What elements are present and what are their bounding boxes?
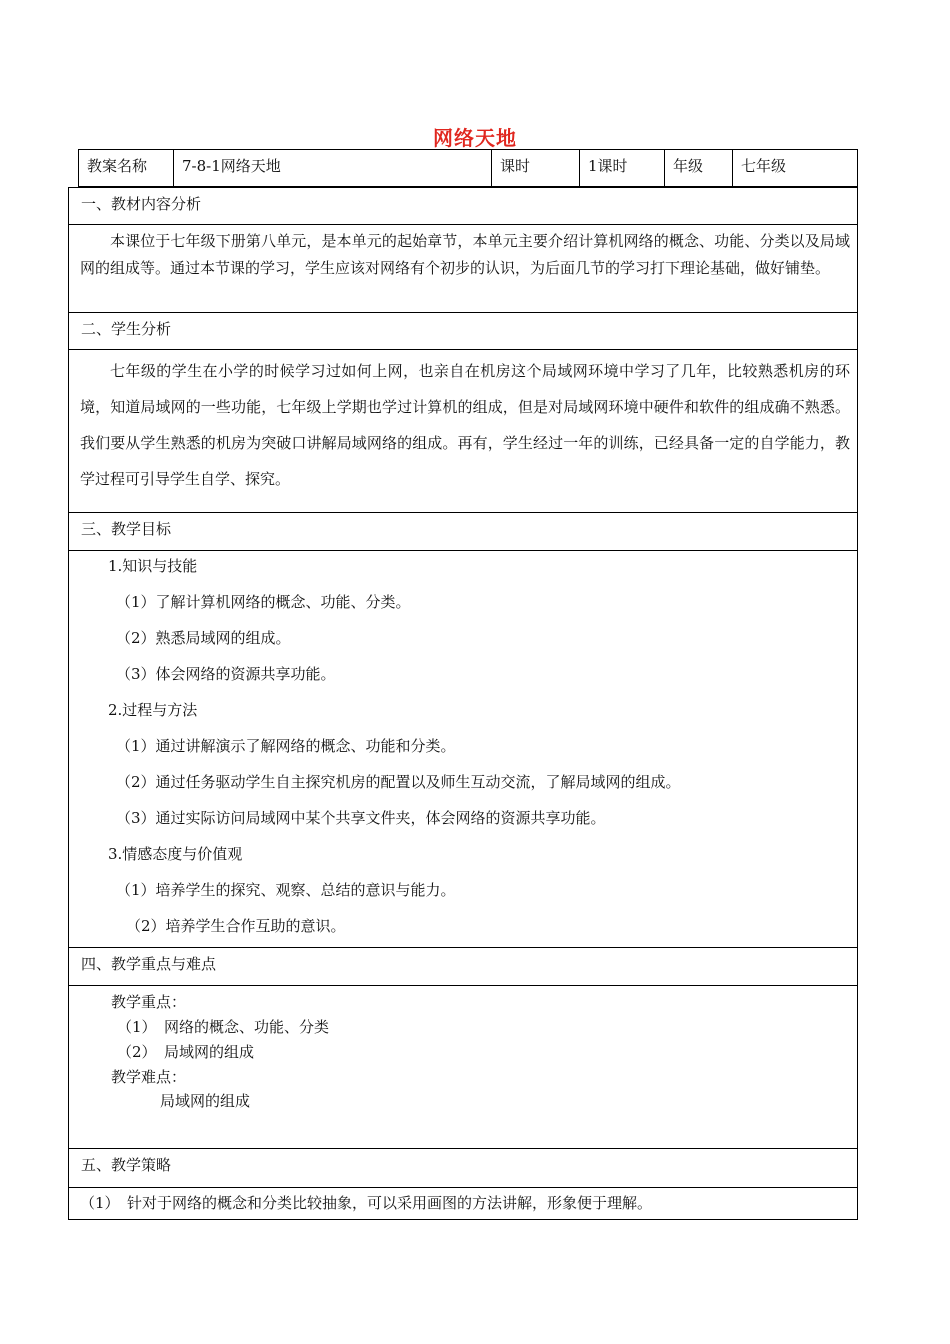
goal-item: （1）培养学生的探究、观察、总结的意识与能力。 xyxy=(116,881,456,899)
lesson-info-table xyxy=(78,149,858,187)
section-1-text: 本课位于七年级下册第八单元，是本单元的起始章节，本单元主要介绍计算机网络的概念、功能、分类以及局域网的组成等。通过本节课的学习，学生应该对网络有个初步的认识，为后面几节的学习打下理论基础，做好铺垫。 xyxy=(80,232,850,277)
difficulty-item: 局域网的组成 xyxy=(160,1092,251,1110)
goal-item: （1）了解计算机网络的概念、功能、分类。 xyxy=(116,593,411,611)
section-3-heading: 三、教学目标 xyxy=(68,512,858,551)
section-5-heading: 五、教学策略 xyxy=(68,1148,858,1188)
key-points-label: 教学重点： xyxy=(111,993,187,1011)
goal-item: （2）通过任务驱动学生自主探究机房的配置以及师生互动交流，了解局域网的组成。 xyxy=(116,773,681,791)
strategy-item: （1） 针对于网络的概念和分类比较抽象，可以采用画图的方法讲解，形象便于理解。 xyxy=(80,1194,653,1212)
goal-heading: 1.知识与技能 xyxy=(108,557,198,575)
goal-item: （1）通过讲解演示了解网络的概念、功能和分类。 xyxy=(116,737,456,755)
goal-heading: 3.情感态度与价值观 xyxy=(108,845,243,863)
section-2-text: 七年级的学生在小学的时候学习过如何上网，也亲自在机房这个局域网环境中学习了几年，比较熟悉机房的环境，知道局域网的一些功能，七年级上学期也学过计算机的组成，但是对局域网环境中硬件和软件的组成确不熟悉。我们要从学生熟悉的机房为突破口讲解局域网络的组成。再有，学生经过一年的训练，已经具备一定的自学能力，教学过程可引导学生自学、探究。 xyxy=(80,362,850,488)
lesson-name-label: 教案名称 xyxy=(79,150,174,186)
grade-value: 七年级 xyxy=(741,157,787,175)
key-point-item: （2） 局域网的组成 xyxy=(117,1043,255,1061)
goal-item: （2）熟悉局域网的组成。 xyxy=(116,629,291,647)
period-value: 1课时 xyxy=(580,150,665,186)
goal-item: （2）培养学生合作互助的意识。 xyxy=(126,917,346,935)
key-point-item: （1） 网络的概念、功能、分类 xyxy=(117,1018,330,1036)
goal-heading: 2.过程与方法 xyxy=(108,701,198,719)
document-title: 网络天地 xyxy=(433,126,517,150)
goal-item: （3）通过实际访问局域网中某个共享文件夹，体会网络的资源共享功能。 xyxy=(116,809,606,827)
difficulty-label: 教学难点： xyxy=(111,1068,187,1086)
grade-label: 年级 xyxy=(665,150,733,186)
goal-item: （3）体会网络的资源共享功能。 xyxy=(116,665,336,683)
lesson-name-value: 7-8-1网络天地 xyxy=(174,150,492,186)
section-1-heading: 一、教材内容分析 xyxy=(68,187,858,225)
section-4-body xyxy=(68,985,858,1149)
section-4-heading: 四、教学重点与难点 xyxy=(68,947,858,986)
section-2-heading: 二、学生分析 xyxy=(68,312,858,350)
period-label: 课时 xyxy=(492,150,580,186)
